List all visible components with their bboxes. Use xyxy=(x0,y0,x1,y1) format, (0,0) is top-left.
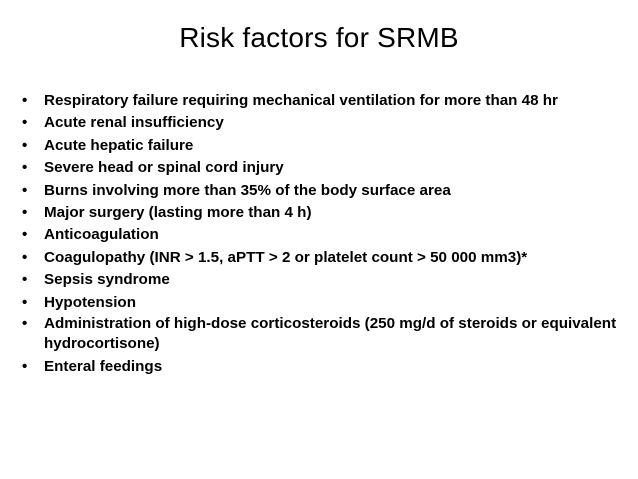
list-item xyxy=(22,135,627,157)
list-item-text: Respiratory failure requiring mechanical ventilation for more than 48 hr xyxy=(44,92,558,109)
list-item-text: Enteral feedings xyxy=(44,358,163,376)
list-item xyxy=(22,90,627,112)
list-item-text: Acute hepatic failure xyxy=(44,136,194,154)
list-item xyxy=(22,314,627,356)
bullet-icon: • xyxy=(22,204,28,222)
list-item-text: Coagulopathy (INR > 1.5, aPTT > 2 or platelet count > 50 000 mm3)* xyxy=(44,248,528,266)
list-item xyxy=(22,356,627,378)
list-item-text: Administration of high-dose corticosteroids (250 mg/d of steroids or equivalent hydrocortisone) xyxy=(44,315,617,353)
list-item xyxy=(22,269,627,291)
list-item xyxy=(22,292,627,314)
bullet-icon: • xyxy=(22,248,28,266)
bullet-icon: • xyxy=(22,293,28,311)
bullet-icon: • xyxy=(22,181,28,199)
bullet-icon: • xyxy=(22,114,28,132)
list-item-text: Sepsis syndrome xyxy=(44,271,170,289)
list-item-text: Severe head or spinal cord injury xyxy=(44,159,284,177)
list-item-text: Major surgery (lasting more than 4 h) xyxy=(44,204,312,222)
list-item-text: Acute renal insufficiency xyxy=(44,114,224,132)
bullet-icon: • xyxy=(22,358,28,376)
bullet-icon: • xyxy=(22,92,28,109)
list-item xyxy=(22,202,627,224)
bullet-icon: • xyxy=(22,136,28,154)
list-item xyxy=(22,180,627,202)
list-item xyxy=(22,112,627,134)
list-item-text: Anticoagulation xyxy=(44,226,159,244)
list-item-text: Hypotension xyxy=(44,293,136,311)
bullet-icon: • xyxy=(22,159,28,177)
bullet-icon: • xyxy=(22,315,28,333)
bullet-icon: • xyxy=(22,226,28,244)
slide-title: Risk factors for SRMB xyxy=(179,22,459,53)
risk-factor-list xyxy=(22,90,627,378)
list-item xyxy=(22,224,627,246)
bullet-icon: • xyxy=(22,271,28,289)
list-item xyxy=(22,157,627,179)
list-item xyxy=(22,247,627,269)
list-item-text: Burns involving more than 35% of the body surface area xyxy=(44,181,451,199)
